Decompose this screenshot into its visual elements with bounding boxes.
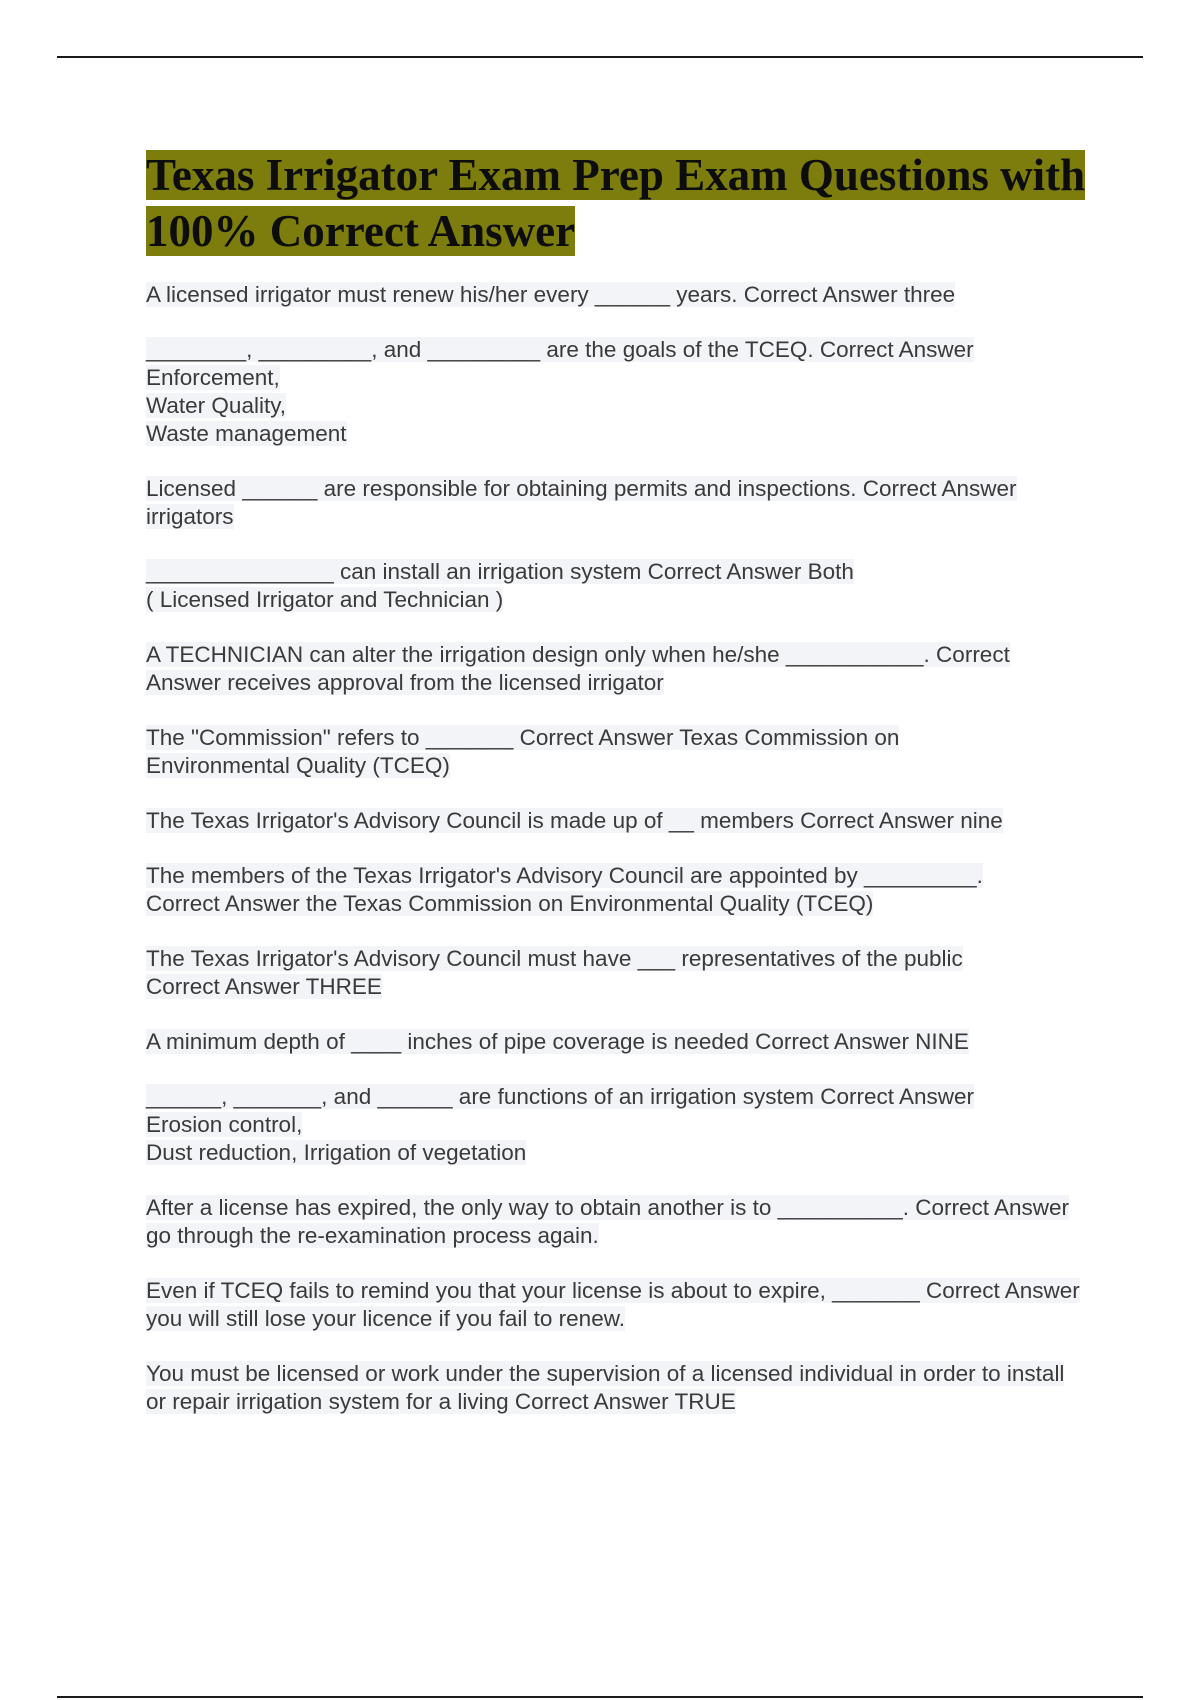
qa-item-9: The Texas Irrigator's Advisory Council must have ___ representatives of the public Correct Answer THREE xyxy=(146,946,963,999)
qa-item-3: Licensed ______ are responsible for obtaining permits and inspections. Correct Answer irrigators xyxy=(146,476,1017,529)
qa-item-5: A TECHNICIAN can alter the irrigation design only when he/she ___________. Correct Answer receives approval from the licensed irrigator xyxy=(146,642,1010,695)
qa-item-1: A licensed irrigator must renew his/her every ______ years. Correct Answer three xyxy=(146,282,956,307)
qa-item-2: ________, _________, and _________ are the goals of the TCEQ. Correct Answer Enforcement, Water Quality, Waste management xyxy=(146,337,974,446)
qa-item-14: You must be licensed or work under the supervision of a licensed individual in order to install or repair irrigation system for a living Correct Answer TRUE xyxy=(146,1361,1065,1414)
document-body xyxy=(146,147,1086,1443)
qa-item-8: The members of the Texas Irrigator's Advisory Council are appointed by _________. Correct Answer the Texas Commission on Environmental Quality (TCEQ) xyxy=(146,863,983,916)
qa-item-11: ______, _______, and ______ are functions of an irrigation system Correct Answer Erosion control, Dust reduction, Irrigation of vegetation xyxy=(146,1084,975,1165)
qa-item-4: _______________ can install an irrigation system Correct Answer Both ( Licensed Irrigator and Technician ) xyxy=(146,559,854,612)
qa-item-7: The Texas Irrigator's Advisory Council is made up of __ members Correct Answer nine xyxy=(146,808,1003,833)
qa-item-12: After a license has expired, the only way to obtain another is to __________. Correct Answer go through the re-examination process again. xyxy=(146,1195,1070,1248)
qa-item-10: A minimum depth of ____ inches of pipe coverage is needed Correct Answer NINE xyxy=(146,1029,969,1054)
qa-item-13: Even if TCEQ fails to remind you that your license is about to expire, _______ Correct Answer you will still lose your licence if you fail to renew. xyxy=(146,1278,1080,1331)
document-title xyxy=(146,147,1086,259)
header-rule xyxy=(57,56,1143,58)
footer-rule xyxy=(57,1696,1143,1698)
document-title-text: Texas Irrigator Exam Prep Exam Questions with 100% Correct Answer xyxy=(146,150,1086,256)
qa-item-6: The "Commission" refers to _______ Correct Answer Texas Commission on Environmental Quality (TCEQ) xyxy=(146,725,900,778)
